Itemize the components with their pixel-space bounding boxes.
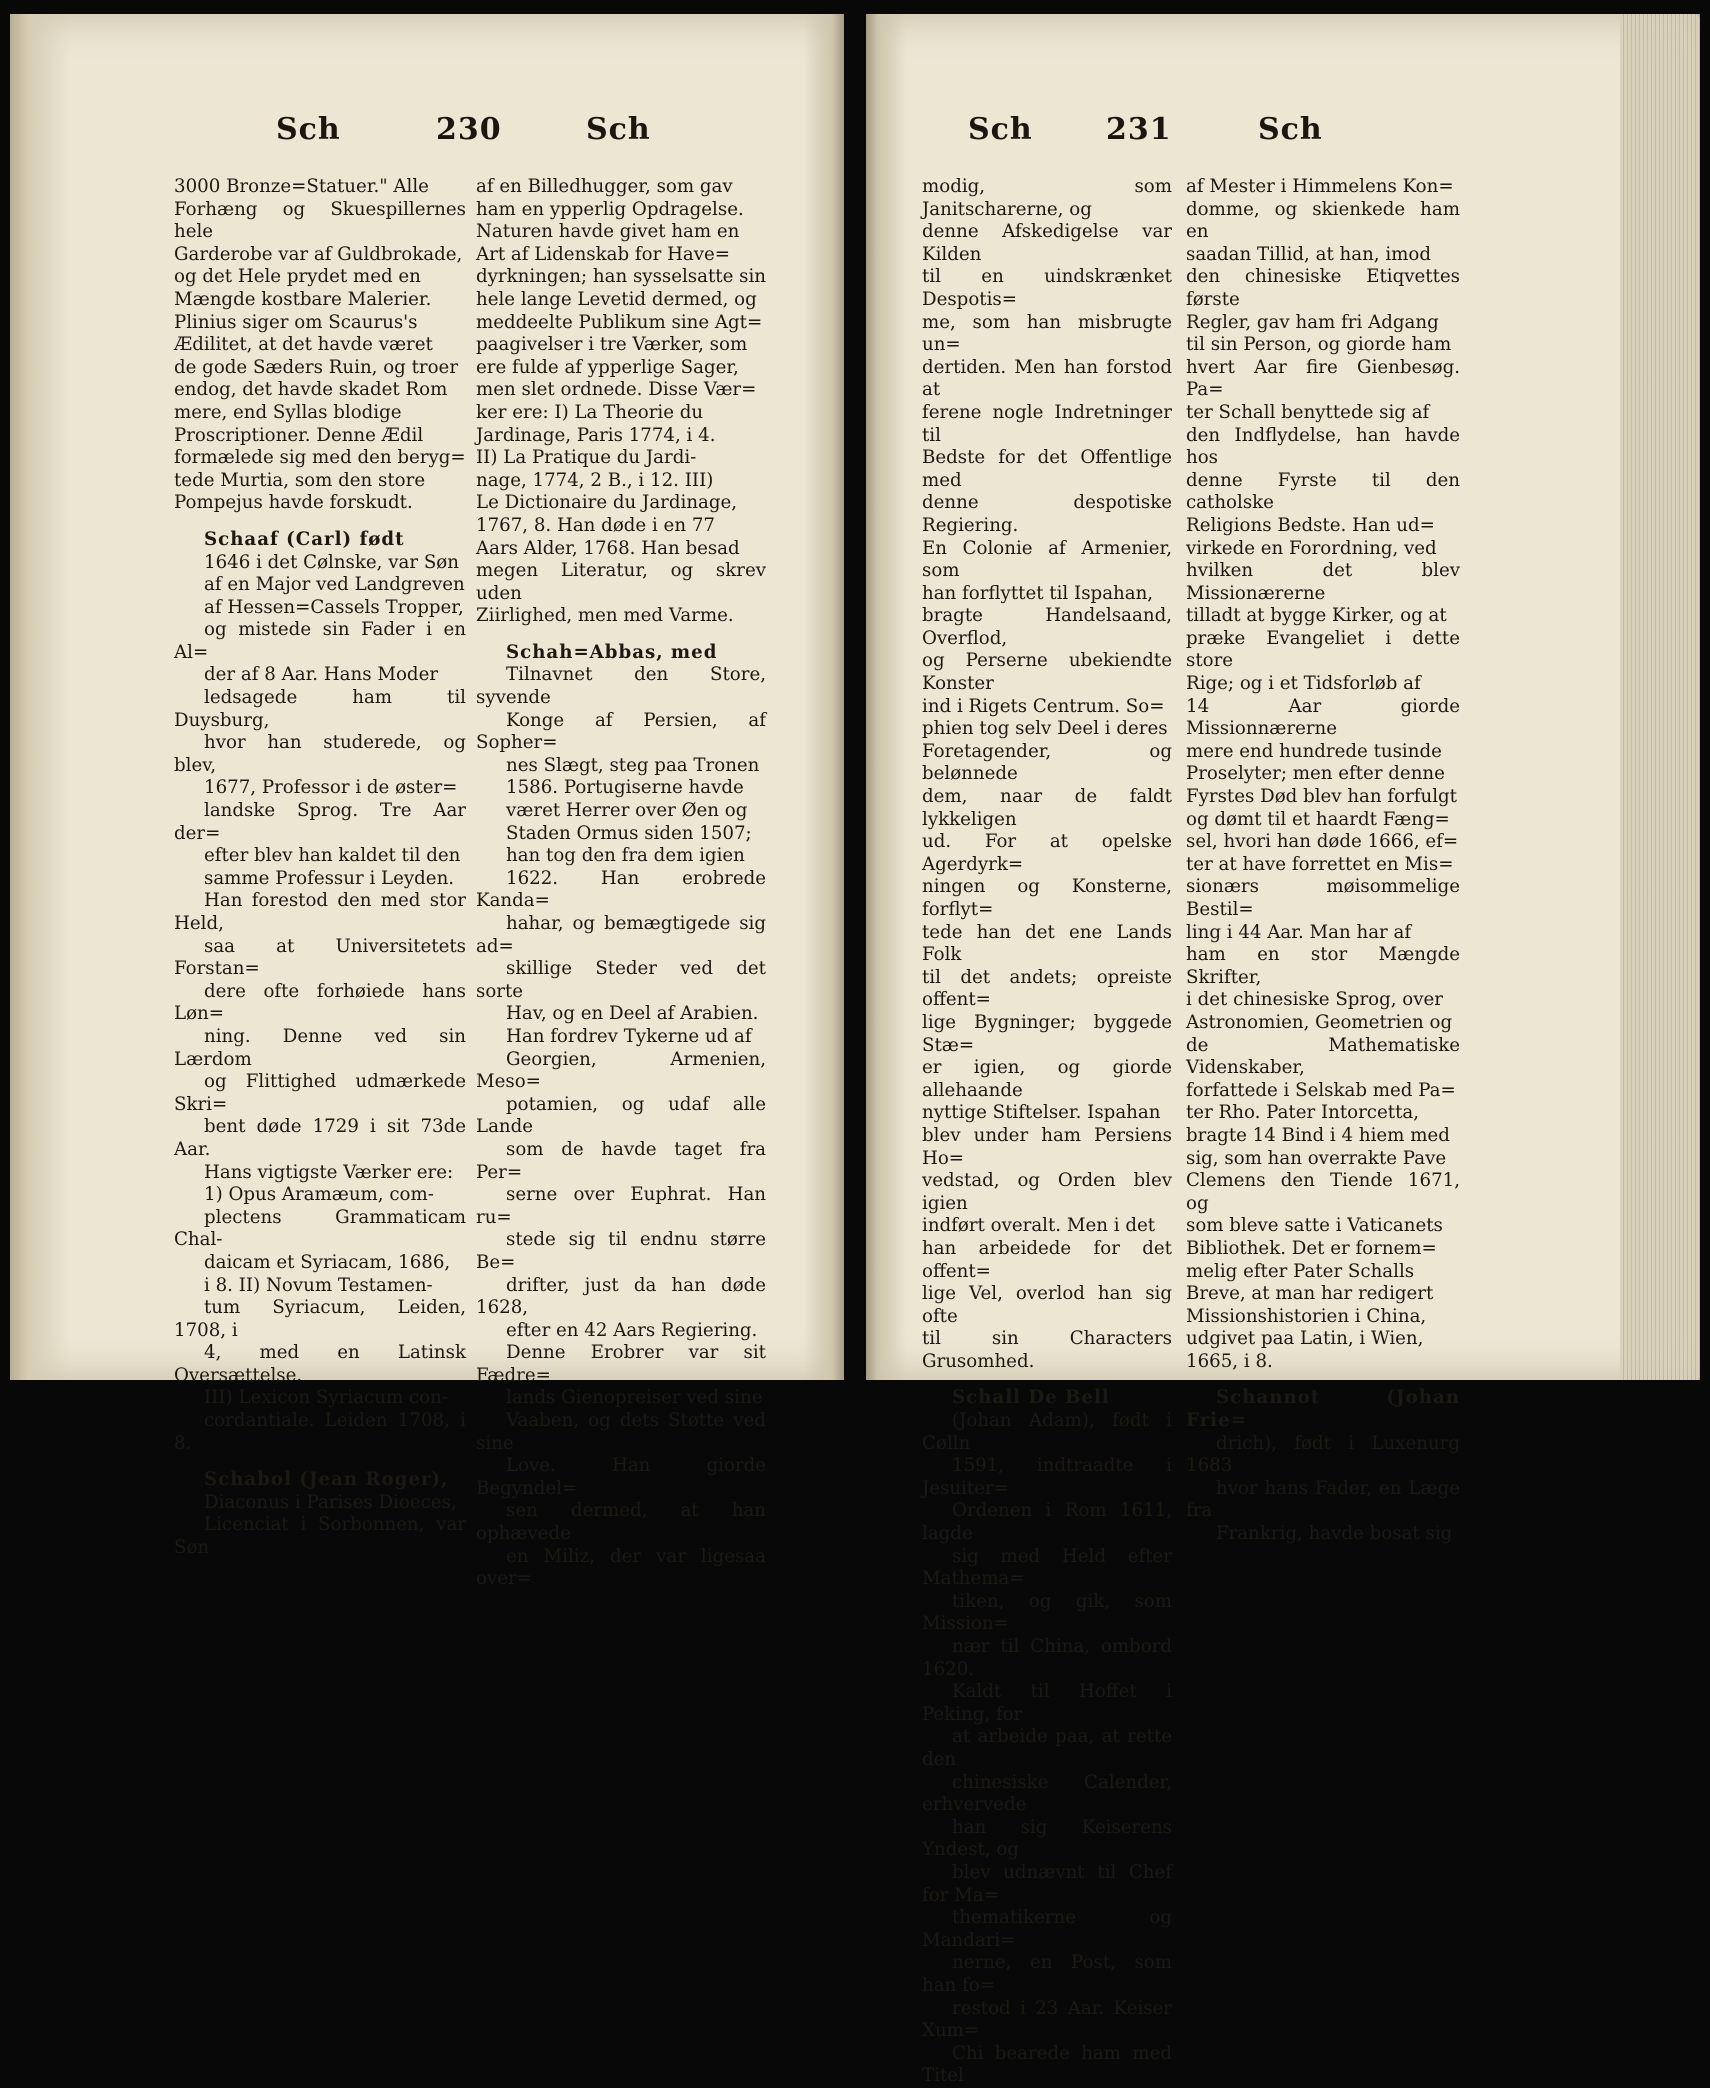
text-block: [922, 176, 1172, 1373]
text-line: thematikerne og Mandari=: [922, 1907, 1172, 1951]
text-line: skillige Steder ved det sorte: [476, 958, 766, 1002]
text-line: hvilken det blev Missionærerne: [1186, 560, 1460, 604]
text-line: været Herrer over Øen og: [506, 800, 748, 822]
text-line: som de havde taget fra Per=: [476, 1138, 766, 1183]
text-line: 3000 Bronze=Statuer." Alle: [174, 176, 429, 197]
text-line: udgivet paa Latin, i Wien,: [1186, 1328, 1424, 1350]
running-head: [866, 112, 1700, 152]
text-line: og mistede sin Fader i en Al=: [174, 619, 466, 663]
text-line: som bleve satte i Vaticanets: [1186, 1215, 1443, 1237]
text-line: sig, som han overrakte Pave: [1186, 1147, 1447, 1169]
text-line: Schaaf (Carl) født: [204, 528, 405, 550]
text-line: 1591, indtraadte i Jesuiter=: [922, 1455, 1172, 1499]
entry-schannot: [1186, 1387, 1460, 1545]
text-line: lands Gienopreiser ved sine: [506, 1387, 763, 1409]
text-line: præke Evangeliet i dette store: [1186, 627, 1460, 672]
text-line: denne Afskedigelse var Kilden: [922, 221, 1172, 265]
column-1: [922, 176, 1172, 2088]
text-line: lige Bygninger; byggede Stæ=: [922, 1011, 1172, 1056]
text-line: hele lange Levetid dermed, og: [476, 288, 757, 310]
text-line: Foretagender, og belønnede: [922, 740, 1172, 785]
text-line: Garderobe var af Guldbrokade,: [174, 243, 463, 265]
text-line: Han forestod den med stor Held,: [174, 890, 466, 934]
text-line: Proselyter; men efter denne: [1186, 763, 1445, 785]
text-line: nyttige Stiftelser. Ispahan: [922, 1102, 1161, 1124]
text-line: Georgien, Armenien, Meso=: [476, 1048, 766, 1093]
text-line: 1767, 8. Han døde i en 77: [476, 514, 715, 536]
text-line: Rige; og i et Tidsforløb af: [1186, 673, 1421, 695]
text-line: Licenciat i Sorbonnen, var Søn: [174, 1514, 466, 1559]
page-edge-stack: [1620, 14, 1700, 1380]
text-line: ter Rho. Pater Intorcetta,: [1186, 1102, 1419, 1124]
text-line: der af 8 Aar. Hans Moder: [204, 664, 439, 686]
text-line: han forflyttet til Ispahan,: [922, 582, 1154, 604]
page-edge-shadow: [10, 14, 70, 1380]
text-line: Schabol (Jean Roger),: [204, 1469, 449, 1491]
text-line: Han fordrev Tykerne ud af: [506, 1025, 752, 1047]
text-line: Love. Han giorde Begyndel=: [476, 1455, 766, 1499]
text-line: af en Billedhugger, som gav: [476, 176, 733, 197]
text-line: men slet ordnede. Disse Vær=: [476, 379, 757, 401]
text-line: han arbeidede for det offent=: [922, 1237, 1172, 1282]
text-line: Frankrig, havde bosat sig: [1216, 1523, 1453, 1545]
text-line: Proscriptioner. Denne Ædil: [174, 424, 424, 446]
right-page: [866, 14, 1700, 2087]
header-right: Sch: [1258, 112, 1323, 147]
gutter-shadow: [866, 14, 906, 1380]
text-line: paagivelser i tre Værker, som: [476, 334, 748, 356]
text-line: 1665, i 8.: [1186, 1350, 1273, 1372]
text-line: til sin Person, og giorde ham: [1186, 334, 1452, 356]
text-line: saa at Universitetets Forstan=: [174, 935, 466, 980]
text-line: restod i 23 Aar. Keiser Xum=: [922, 1997, 1172, 2042]
text-line: Missionshistorien i China,: [1186, 1305, 1427, 1327]
text-line: 1586. Portugiserne havde: [506, 777, 744, 799]
text-line: Naturen havde givet ham en: [476, 221, 740, 243]
text-line: blev under ham Persiens Ho=: [922, 1124, 1172, 1169]
entry-schah-abbas: [476, 642, 766, 1591]
text-line: sen dermed, at han ophævede: [476, 1500, 766, 1545]
text-line: ningen og Konsterne, forflyt=: [922, 876, 1172, 920]
text-line: i 8. II) Novum Testamen-: [204, 1274, 433, 1296]
text-line: bragte Handelsaand, Overflod,: [922, 605, 1172, 649]
text-line: Bibliothek. Det er fornem=: [1186, 1237, 1437, 1259]
text-line: Pompejus havde forskudt.: [174, 492, 413, 514]
text-line: Schannot (Johan Frie=: [1186, 1387, 1460, 1432]
page-number: 230: [436, 112, 502, 147]
text-line: serne over Euphrat. Han ru=: [476, 1184, 766, 1228]
text-line: indført overalt. Men i det: [922, 1215, 1156, 1237]
text-line: dere ofte forhøiede hans Løn=: [174, 980, 466, 1025]
gutter-shadow: [804, 14, 844, 1380]
text-line: ker ere: I) La Theorie du: [476, 401, 704, 423]
text-line: en Miliz, der var ligesaa over=: [476, 1545, 766, 1590]
text-line: ning. Denne ved sin Lærdom: [174, 1025, 466, 1070]
text-line: til sin Characters Grusomhed.: [922, 1328, 1172, 1372]
text-line: Konge af Persien, af Sopher=: [476, 709, 766, 754]
text-line: og Perserne ubekiendte Konster: [922, 650, 1172, 695]
text-line: domme, og skienkede ham en: [1186, 198, 1460, 243]
text-line: Art af Lidenskab for Have=: [476, 243, 731, 265]
text-line: ledsagede ham til Duysburg,: [174, 687, 466, 731]
text-line: dem, naar de faldt lykkeligen: [922, 786, 1172, 830]
text-line: ferene nogle Indretninger til: [922, 401, 1172, 446]
text-line: 1677, Professor i de øster=: [204, 777, 458, 799]
text-line: stede sig til endnu større Be=: [476, 1229, 766, 1273]
text-line: i det chinesiske Sprog, over: [1186, 989, 1443, 1011]
text-line: Aars Alder, 1768. Han besad: [476, 537, 740, 559]
text-line: melig efter Pater Schalls: [1186, 1260, 1415, 1282]
text-line: megen Literatur, og skrev uden: [476, 560, 766, 604]
text-line: sig med Held efter Mathema=: [922, 1545, 1172, 1590]
text-line: Regler, gav ham fri Adgang: [1186, 311, 1439, 333]
text-line: Diaconus i Parises Dioeces,: [204, 1491, 457, 1513]
text-line: meddeelte Publikum sine Agt=: [476, 311, 763, 333]
text-line: daicam et Syriacam, 1686,: [204, 1251, 451, 1273]
text-line: og dømt til et haardt Fæng=: [1186, 808, 1450, 830]
text-line: ind i Rigets Centrum. So=: [922, 695, 1165, 717]
text-line: og det Hele prydet med en: [174, 266, 421, 288]
text-line: dertiden. Men han forstod at: [922, 356, 1172, 401]
text-line: cordantiale. Leiden 1708, i 8.: [174, 1410, 466, 1454]
text-line: og Flittighed udmærkede Skri=: [174, 1071, 466, 1115]
text-line: ter Schall benyttede sig af: [1186, 401, 1430, 423]
text-line: potamien, og udaf alle Lande: [476, 1093, 766, 1138]
running-head: [10, 112, 844, 152]
header-left: Sch: [276, 112, 341, 147]
text-line: Hans vigtigste Værker ere:: [204, 1161, 454, 1183]
text-line: 1) Opus Aramæum, com-: [204, 1184, 434, 1206]
header-right: Sch: [586, 112, 651, 147]
text-line: nage, 1774, 2 B., i 12. III): [476, 469, 714, 491]
text-line: hvor han studerede, og blev,: [174, 732, 466, 776]
text-line: II) La Pratique du Jardi-: [476, 447, 697, 469]
text-line: En Colonie af Armenier, som: [922, 537, 1172, 582]
text-line: sionærs møisommelige Bestil=: [1186, 876, 1460, 920]
text-line: Jardinage, Paris 1774, i 4.: [476, 424, 716, 446]
text-line: mere end hundrede tusinde: [1186, 740, 1442, 762]
text-line: af Hessen=Cassels Tropper,: [204, 596, 464, 618]
text-line: Tilnavnet den Store, syvende: [476, 664, 766, 709]
text-line: modig, som Janitscharerne, og: [922, 176, 1172, 220]
text-line: den Indflydelse, han havde hos: [1186, 424, 1460, 469]
text-line: Schall De Bell: [952, 1387, 1110, 1409]
header-left: Sch: [968, 112, 1033, 147]
text-line: Denne Erobrer var sit Fædre=: [476, 1342, 766, 1386]
text-line: blev udnævnt til Chef for Ma=: [922, 1861, 1172, 1906]
text-line: nerne, en Post, som han fo=: [922, 1952, 1172, 1996]
text-line: hahar, og bemægtigede sig ad=: [476, 913, 766, 957]
text-line: endog, det havde skadet Rom: [174, 379, 448, 401]
text-line: Ziirlighed, men med Varme.: [476, 605, 734, 627]
text-line: ud. For at opelske Agerdyrk=: [922, 831, 1172, 875]
text-line: Religions Bedste. Han ud=: [1186, 514, 1435, 536]
text-line: forfattede i Selskab med Pa=: [1186, 1079, 1456, 1101]
text-line: hvert Aar fire Gienbesøg. Pa=: [1186, 356, 1460, 401]
entry-schaaf: [174, 529, 466, 1455]
text-line: den chinesiske Etiqvettes første: [1186, 266, 1460, 310]
text-line: nes Slægt, steg paa Tronen: [506, 754, 760, 776]
text-line: denne Fyrste til den catholske: [1186, 469, 1460, 514]
text-line: Schah=Abbas, med: [506, 641, 718, 663]
column-1: [174, 176, 466, 1560]
text-line: han sig Keiserens Yndest, og: [922, 1816, 1172, 1861]
entry-schabol: [174, 1469, 466, 1559]
text-line: ere fulde af ypperlige Sager,: [476, 356, 739, 378]
text-line: 14 Aar giorde Missionnærerne: [1186, 695, 1460, 740]
text-line: mere, end Syllas blodige: [174, 401, 402, 423]
text-line: efter blev han kaldet til den: [204, 845, 461, 867]
text-line: nær til China, ombord 1620.: [922, 1636, 1172, 1680]
text-line: 1646 i det Cølnske, var Søn: [204, 551, 459, 573]
text-line: vedstad, og Orden blev igien: [922, 1170, 1172, 1214]
column-2: [476, 176, 766, 1591]
text-block: [476, 176, 766, 628]
text-line: III) Lexicon Syriacum con-: [204, 1387, 448, 1409]
text-line: Kaldt til Hoffet i Peking, for: [922, 1681, 1172, 1725]
text-line: landske Sprog. Tre Aar der=: [174, 800, 466, 844]
text-line: Breve, at man har redigert: [1186, 1283, 1434, 1305]
text-line: phien tog selv Deel i deres: [922, 718, 1168, 740]
text-line: Mængde kostbare Malerier.: [174, 288, 432, 310]
text-line: Le Dictionaire du Jardinage,: [476, 492, 738, 514]
entry-schall-de-bell: [922, 1387, 1172, 2087]
text-line: denne despotiske Regiering.: [922, 492, 1172, 536]
text-line: til det andets; opreiste offent=: [922, 966, 1172, 1011]
text-line: drich), født i Luxenurg 1683: [1186, 1432, 1460, 1477]
text-line: bragte 14 Bind i 4 hiem med: [1186, 1124, 1450, 1146]
text-line: samme Professur i Leyden.: [204, 867, 455, 889]
text-line: er igien, og giorde allehaande: [922, 1057, 1172, 1101]
text-line: tede Murtia, som den store: [174, 469, 426, 491]
text-line: dyrkningen; han sysselsatte sin: [476, 266, 767, 288]
text-line: me, som han misbrugte un=: [922, 311, 1172, 356]
text-line: chinesiske Calender, erhvervede: [922, 1771, 1172, 1816]
text-line: tiken, og gik, som Mission=: [922, 1590, 1172, 1635]
text-line: Fyrstes Død blev han forfulgt: [1186, 786, 1457, 808]
text-line: Hav, og en Deel af Arabien.: [506, 1003, 759, 1025]
text-line: Ordenen i Rom 1611, lagde: [922, 1500, 1172, 1545]
text-line: (Johan Adam), født i Cølln: [922, 1410, 1172, 1454]
text-block: [174, 176, 466, 515]
text-line: 4, med en Latinsk Oversættelse.: [174, 1342, 466, 1386]
text-line: Forhæng og Skuespillernes hele: [174, 198, 466, 243]
text-line: Astronomien, Geometrien og: [1186, 1011, 1453, 1033]
text-line: de Mathematiske Videnskaber,: [1186, 1034, 1460, 1079]
left-page: [10, 14, 844, 1590]
text-line: til en uindskrænket Despotis=: [922, 266, 1172, 310]
text-block: [1186, 176, 1460, 1373]
text-line: Bedste for det Offentlige med: [922, 447, 1172, 491]
page-number: 231: [1106, 112, 1172, 147]
text-line: Chi bearede ham med Titel: [922, 2042, 1172, 2087]
text-line: plectens Grammaticam Chal-: [174, 1206, 466, 1251]
text-line: bent døde 1729 i sit 73de Aar.: [174, 1116, 466, 1160]
text-line: de gode Sæders Ruin, og troer: [174, 356, 459, 378]
text-line: Plinius siger om Scaurus's: [174, 311, 418, 333]
text-line: Clemens den Tiende 1671, og: [1186, 1170, 1460, 1214]
text-line: Staden Ormus siden 1507;: [506, 822, 752, 844]
text-line: sel, hvori han døde 1666, ef=: [1186, 831, 1459, 853]
text-line: tum Syriacum, Leiden, 1708, i: [174, 1297, 466, 1341]
text-line: ham en ypperlig Opdragelse.: [476, 198, 744, 220]
text-line: han tog den fra dem igien: [506, 845, 745, 867]
text-line: saadan Tillid, at han, imod: [1186, 243, 1432, 265]
text-line: hvor hans Fader, en Læge fra: [1186, 1477, 1460, 1522]
text-line: drifter, just da han døde 1628,: [476, 1274, 766, 1319]
text-line: tilladt at bygge Kirker, og at: [1186, 605, 1447, 627]
text-line: efter en 42 Aars Regiering.: [506, 1319, 758, 1341]
text-line: ter at have forrettet en Mis=: [1186, 853, 1454, 875]
text-line: 1622. Han erobrede Kanda=: [476, 867, 766, 912]
text-line: lige Vel, overlod han sig ofte: [922, 1283, 1172, 1327]
text-line: af Mester i Himmelens Kon=: [1186, 176, 1454, 197]
text-line: tede han det ene Lands Folk: [922, 921, 1172, 966]
text-line: ling i 44 Aar. Man har af: [1186, 921, 1412, 943]
text-line: ham en stor Mængde Skrifter,: [1186, 944, 1460, 988]
text-line: formælede sig med den beryg=: [174, 447, 466, 469]
column-2: [1186, 176, 1460, 1546]
text-line: Ædilitet, at det havde været: [174, 334, 433, 356]
text-line: Vaaben, og dets Støtte ved sine: [476, 1410, 766, 1454]
text-line: af en Major ved Landgreven: [204, 574, 465, 596]
text-line: at arbeide paa, at rette den: [922, 1726, 1172, 1770]
text-line: virkede en Forordning, ved: [1186, 537, 1437, 559]
